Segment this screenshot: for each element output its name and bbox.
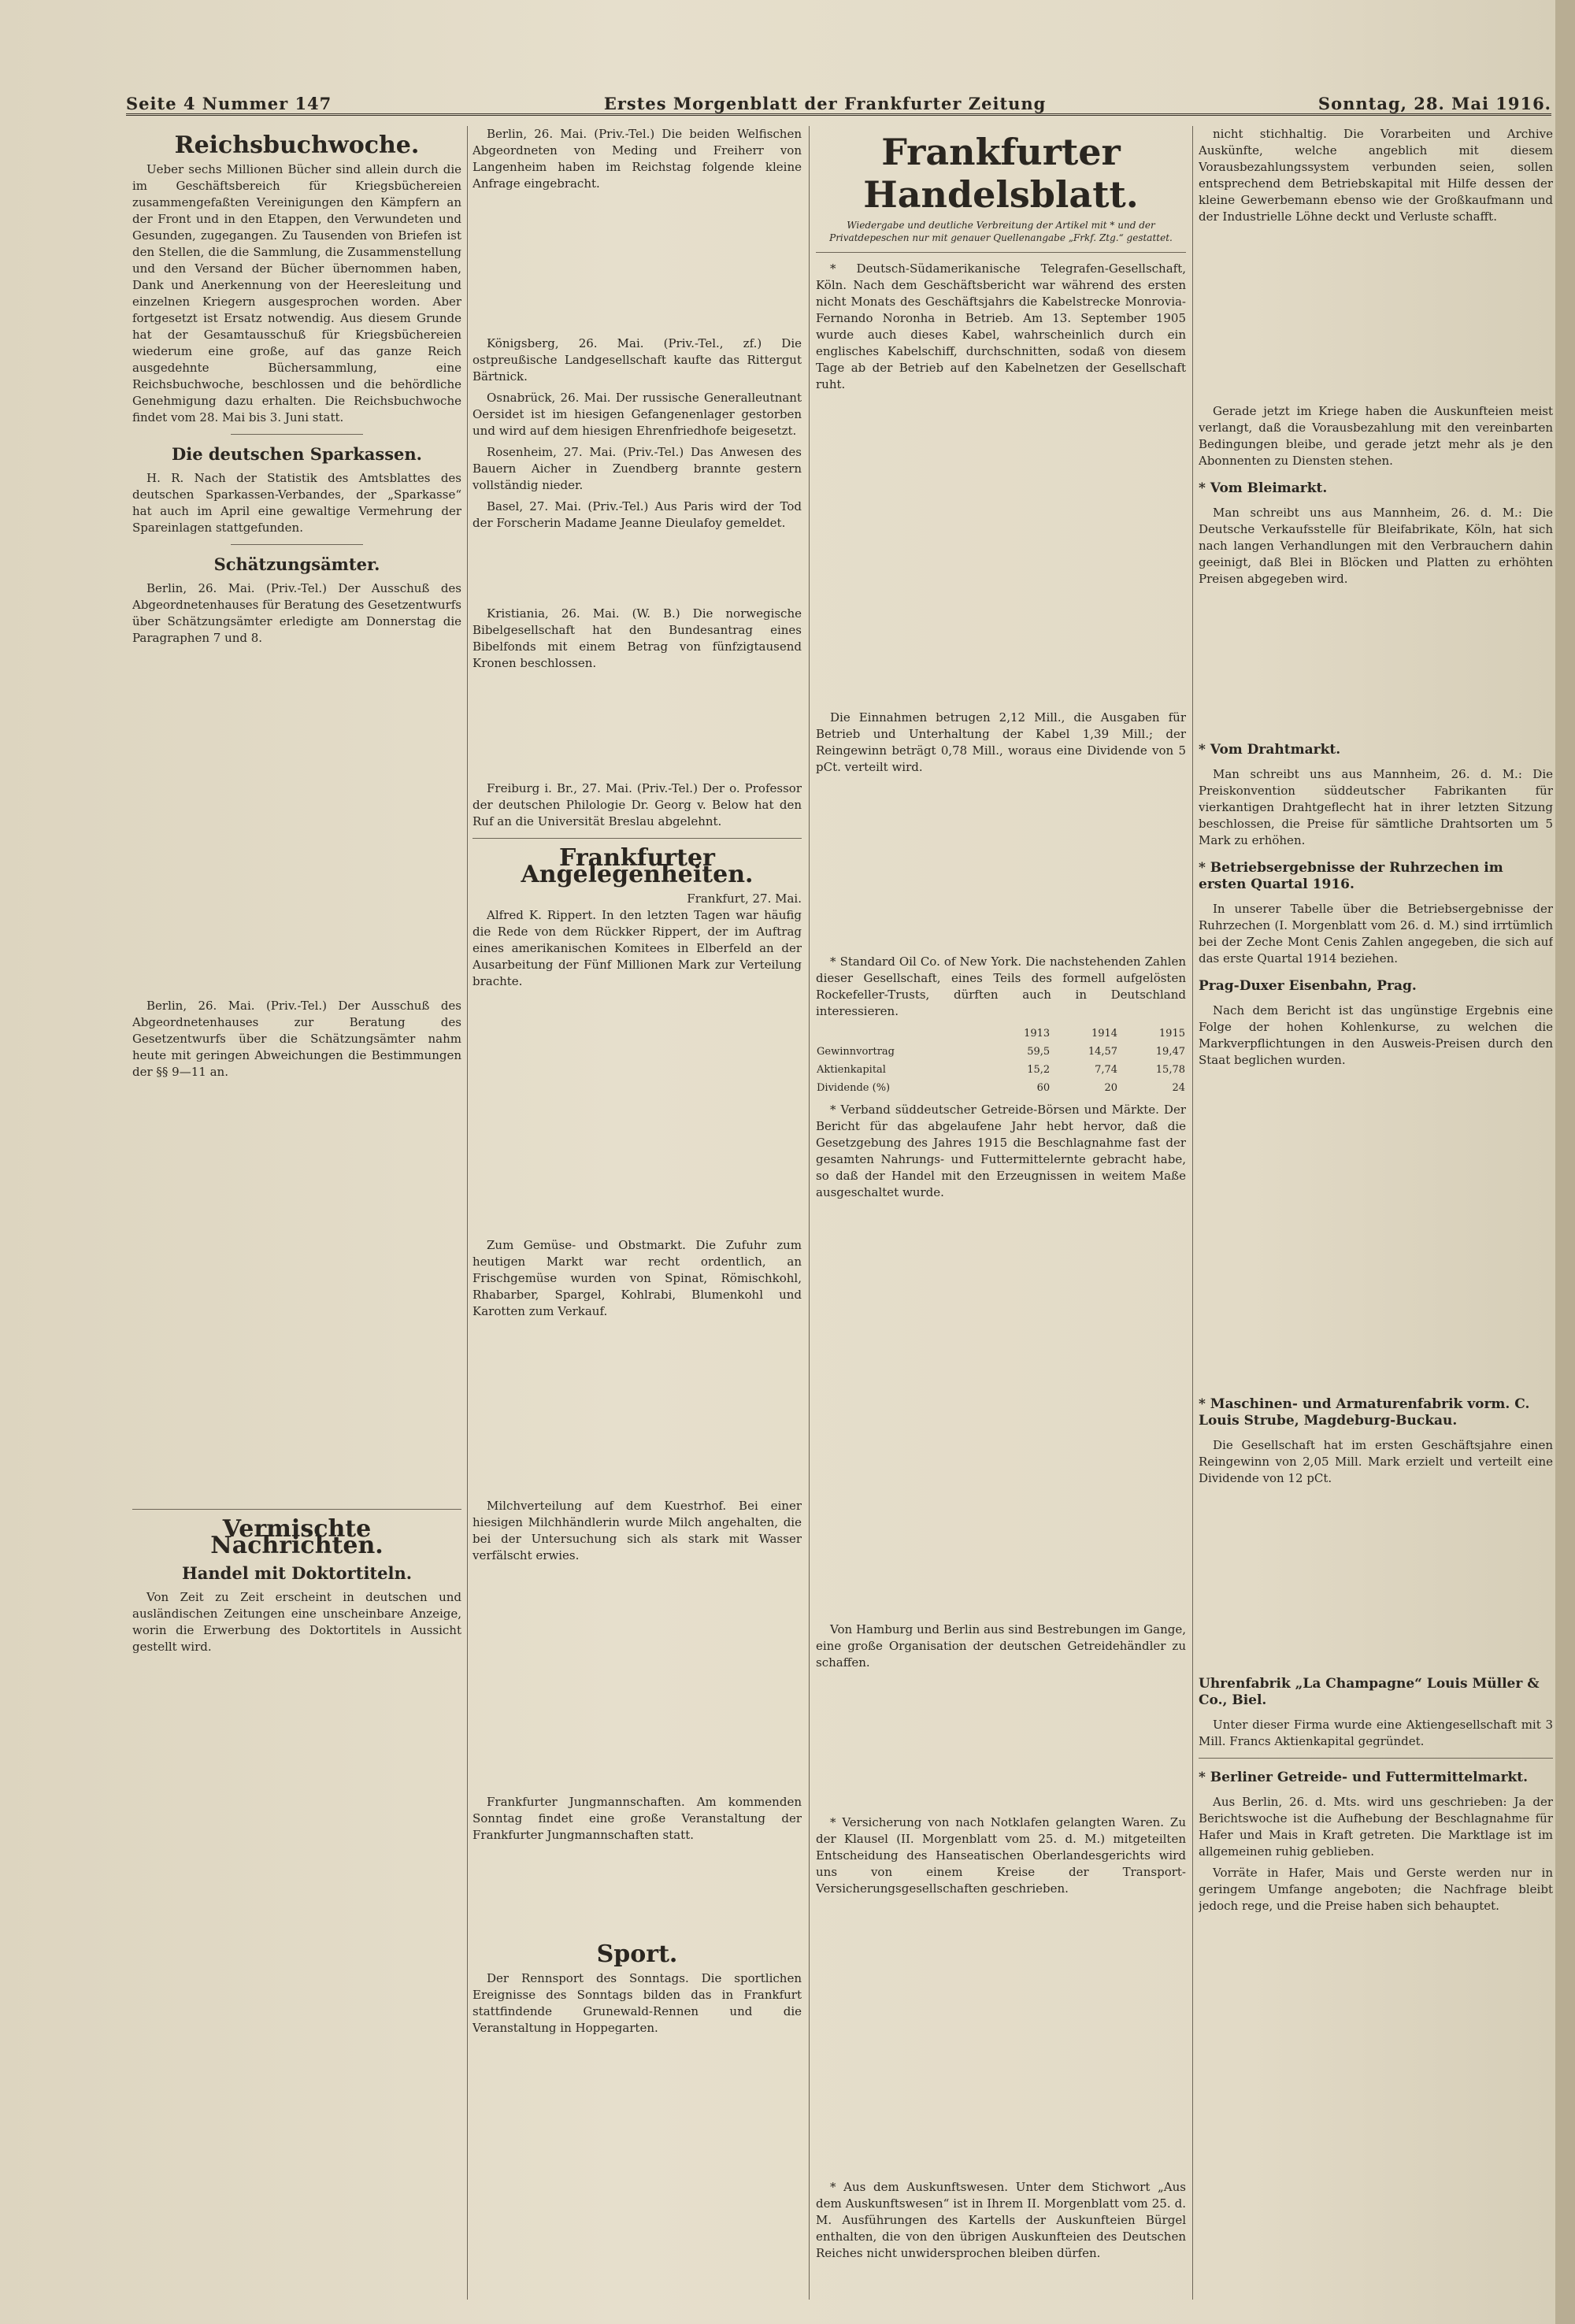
text-filler — [816, 1676, 1186, 1814]
text-filler — [132, 651, 461, 998]
article-text: Berlin, 26. Mai. (Priv.-Tel.) Die beiden Welfischen Abgeordneten von Meding und Freiherr von Langenheim haben im Reichstag folgende kleine Anfrage eingebracht. — [472, 127, 802, 191]
article-heading: Die deutschen Sparkassen. — [172, 444, 422, 464]
table-row — [816, 1043, 1186, 1061]
text-filler — [816, 780, 1186, 954]
header-date: Sonntag, 28. Mai 1916. — [1317, 94, 1551, 113]
article-heading: Reichsbuchwoche. — [174, 132, 420, 159]
article-heading: Uhrenfabrik „La Champagne“ Louis Müller & Co., Biel. — [1199, 1676, 1540, 1708]
table-cell: 15,78 — [1155, 1064, 1185, 1076]
article-text: Man schreibt uns aus Mannheim, 26. d. M.: Die Preiskonvention süddeutscher Fabrikanten für vierkantigen Drahtgeflecht hat in ihrer letzten Sitzung beschlossen, die Preise für sämtliche Drahtsorten um 5 Mark zu erhöhen. — [1199, 767, 1553, 847]
article-text: Die Gesellschaft hat im ersten Geschäftsjahre einen Reingewinn von 2,05 Mill. Mark erzielt und verteilt eine Dividende von 12 pCt. — [1199, 1438, 1553, 1485]
article-text: Aus Berlin, 26. d. Mts. wird uns geschrieben: Ja der Berichtswoche ist die Aufhebung der Beschlagnahme für Hafer und Mais in Kraft getreten. Die Marktlage ist im allgemeinen ruhig geblieben. — [1199, 1795, 1553, 1859]
table-cell: Aktienkapital — [817, 1064, 886, 1076]
text-filler — [1199, 592, 1553, 731]
table-cell: 24 — [1172, 1082, 1185, 1094]
table-cell: 1914 — [1091, 1028, 1118, 1040]
table-cell: 20 — [1104, 1082, 1118, 1094]
table-cell — [816, 1025, 990, 1043]
table-cell: 59,5 — [1027, 1046, 1051, 1058]
article-text: Osnabrück, 26. Mai. Der russische Generalleutnant Oersidet ist im hiesigen Gefangenenlager gestorben und wird auf dem hiesigen Ehrenfriedhofe beigesetzt. — [472, 391, 802, 438]
text-filler — [472, 995, 802, 1237]
article-heading: Prag-Duxer Eisenbahn, Prag. — [1199, 978, 1417, 994]
article-text: * Standard Oil Co. of New York. Die nachstehenden Zahlen dieser Gesellschaft, eines Teils des formell aufgelösten Rockefeller-Trusts, dürften auch in Deutschland interessieren. — [816, 954, 1186, 1018]
article-text: Milchverteilung auf dem Kuestrhof. Bei einer hiesigen Milchhändlerin wurde Milch angehalten, die bei der Untersuchung sich als stark mit Wasser verfälscht erwies. — [472, 1499, 802, 1562]
text-filler — [472, 536, 802, 606]
article-text: Frankfurter Jungmannschaften. Am kommenden Sonntag findet eine große Veranstaltung der Frankfurter Jungmannschaften statt. — [472, 1795, 802, 1842]
table-row — [816, 1061, 1186, 1079]
article-heading: * Berliner Getreide- und Futtermittelmarkt. — [1199, 1770, 1529, 1785]
divider — [231, 544, 362, 545]
article-text: H. R. Nach der Statistik des Amtsblattes des deutschen Sparkassen-Verbandes, der „Sparkasse“ hat auch im April eine gewaltige Vermehrung der Spareinlagen stattgefunden. — [132, 471, 461, 535]
section-heading: Sport. — [596, 1940, 678, 1968]
text-filler — [472, 1569, 802, 1794]
article-text: Nach dem Bericht ist das ungünstige Ergebnis eine Folge der hohen Kohlenkurse, zu welchen die Markverpflichtungen in den Ausweis-Preisen durch den Staat beglichen wurden. — [1199, 1003, 1553, 1067]
column-rule — [467, 126, 468, 2300]
table-cell: 1915 — [1158, 1028, 1185, 1040]
section-rule — [1199, 1758, 1553, 1759]
masthead-note: Wiedergabe und deutliche Verbreitung der Artikel mit * und der Privatdepeschen nur mit genauer Quellenangabe „Frkf. Ztg.“ gestattet. — [829, 220, 1173, 243]
table-cell: 14,57 — [1088, 1046, 1118, 1058]
article-heading: * Vom Drahtmarkt. — [1199, 742, 1341, 758]
article-text: Ueber sechs Millionen Bücher sind allein durch die im Geschäftsbereich für Kriegsbüchereien zusammengefaßten Vereinigungen den Kämpfern an der Front und in den Etappen, den Verwundeten und Gesunden, zugegangen. Zu Tausenden von Briefen ist den Stellen, die die Sammlung, die Zusammenstellung und den Versand der Bücher übernommen haben, Dank und Anerkennung von der Heeresleitung und einzelnen Kriegern ausgesprochen worden. Aber fortgesetzt ist Ersatz notwendig. Aus diesem Grunde hat der Gesamtausschuß für Kriegsbüchereien wiederum eine große, auf das ganze Reich ausgedehnte Büchersammlung, eine Reichsbuchwoche, beschlossen und die behördliche Genehmigung dazu erhalten. Die Reichsbuchwoche findet vom 28. Mai bis 3. Juni statt. — [132, 162, 461, 424]
article-heading: Schätzungsämter. — [213, 554, 380, 574]
article-heading: Handel mit Doktortiteln. — [181, 1563, 413, 1583]
header-publication: Erstes Morgenblatt der Frankfurter Zeitung — [603, 94, 1047, 113]
article-text: Unter dieser Firma wurde eine Aktiengesellschaft mit 3 Mill. Francs Aktienkapital gegründet. — [1199, 1718, 1553, 1748]
dateline: Frankfurt, 27. Mai. — [687, 891, 802, 906]
table-row — [816, 1079, 1186, 1097]
column-2 — [472, 126, 802, 2300]
section-masthead: Frankfurter Handelsblatt. — [863, 131, 1139, 216]
column-1 — [132, 126, 461, 2300]
header-page-number: Seite 4 Nummer 147 — [126, 94, 332, 113]
table-cell: 19,47 — [1155, 1046, 1185, 1058]
column-4 — [1199, 126, 1553, 2300]
article-text: In unserer Tabelle über die Betriebsergebnisse der Ruhrzechen (I. Morgenblatt vom 26. d. M.) sind irrtümlich bei der Zeche Mont Cenis Zahlen angegeben, die sich auf das erste Quartal 1914 beziehen. — [1199, 902, 1553, 966]
article-text: nicht stichhaltig. Die Vorarbeiten und Archive Auskünfte, welche angeblich mit diesem Vorausbezahlungssystem verbunden seien, sollen entsprechend dem Betriebskapital mit Hilfe dessen der kleine Gewerbemann ebenso wie der Großkaufmann und der Industrielle Löhne deckt und Verluste schafft. — [1199, 127, 1553, 224]
page-edge — [1555, 0, 1575, 2324]
text-filler — [472, 1325, 802, 1498]
article-text: Freiburg i. Br., 27. Mai. (Priv.-Tel.) Der o. Professor der deutschen Philologie Dr. Georg v. Below hat den Ruf an die Universität Breslau abgelehnt. — [472, 781, 802, 828]
table-cell: 15,2 — [1027, 1064, 1051, 1076]
column-3 — [816, 126, 1186, 2300]
column-rule — [809, 126, 810, 2300]
text-filler — [1199, 1073, 1553, 1385]
article-text: Rosenheim, 27. Mai. (Priv.-Tel.) Das Anwesen des Bauern Aicher in Zuendberg brannte gestern vollständig nieder. — [472, 445, 802, 492]
table-cell: 7,74 — [1095, 1064, 1118, 1076]
table-cell: Dividende (%) — [817, 1082, 891, 1094]
column-rule — [1192, 126, 1193, 2300]
table-cell: 1913 — [1024, 1028, 1051, 1040]
section-rule — [132, 1509, 461, 1510]
article-text: Kristiania, 26. Mai. (W. B.) Die norwegische Bibelgesellschaft hat den Bundesantrag eines Bibelfonds mit einem Betrag von fünfzigtausend Kronen beschlossen. — [472, 606, 802, 670]
article-text: Basel, 27. Mai. (Priv.-Tel.) Aus Paris wird der Tod der Forscherin Madame Jeanne Dieulafoy gemeldet. — [472, 499, 802, 530]
article-text: Königsberg, 26. Mai. (Priv.-Tel., zf.) Die ostpreußische Landgesellschaft kaufte das Rittergut Bärtnick. — [472, 336, 802, 384]
article-text: Der Rennsport des Sonntags. Die sportlichen Ereignisse des Sonntags bilden das in Frankfurt stattfindende Grunewald-Rennen und die Veranstaltung in Hoppegarten. — [472, 1971, 802, 2035]
table-cell: 60 — [1036, 1082, 1051, 1094]
text-filler — [816, 398, 1186, 710]
section-heading: Frankfurter Angelegenheiten. — [521, 844, 754, 888]
article-text: Von Hamburg und Berlin aus sind Bestrebungen im Gange, eine große Organisation der deutschen Getreidehändler zu schaffen. — [816, 1622, 1186, 1670]
article-text: * Deutsch-Südamerikanische Telegrafen-Gesellschaft, Köln. Nach dem Geschäftsbericht war während des ersten nicht Monats des Geschäftsjahrs die Kabelstrecke Monrovia-Fernando Noronha in Betrieb. Am 13. September 1905 wurde auch dieses Kabel, wahrscheinlich durch ein englisches Kabelschiff, durchschnitten, sodaß von diesem Tage ab der Betrieb auf den Kabelnetzen der Gesellschaft ruht. — [816, 261, 1186, 391]
text-filler — [1199, 1492, 1553, 1665]
data-table — [816, 1025, 1186, 1097]
table-cell: Gewinnvortrag — [817, 1046, 895, 1058]
text-filler — [816, 1902, 1186, 2179]
section-rule — [816, 252, 1186, 253]
article-text: Vorräte in Hafer, Mais und Gerste werden nur in geringem Umfange angeboten; die Nachfrage bleibt jedoch rege, und die Preise haben sich behauptet. — [1199, 1866, 1553, 1913]
article-text: Zum Gemüse- und Obstmarkt. Die Zufuhr zum heutigen Markt war recht ordentlich, an Frischgemüse wurden von Spinat, Römischkohl, Rhabarber, Spargel, Kohlrabi, Blumenkohl und Karotten zum Verkauf. — [472, 1238, 802, 1318]
article-heading: * Vom Bleimarkt. — [1199, 480, 1328, 496]
article-text: Von Zeit zu Zeit erscheint in deutschen und ausländischen Zeitungen eine unscheinbare Anzeige, worin die Erwerbung des Doktortitels in Aussicht gestellt wird. — [132, 1590, 461, 1654]
article-text: Gerade jetzt im Kriege haben die Auskunfteien meist verlangt, daß die Vorausbezahlung mit den vereinbarten Bedingungen bleibe, und gerade jetzt mehr als je den Abonnenten zu Diensten stehen. — [1199, 404, 1553, 468]
article-text: Berlin, 26. Mai. (Priv.-Tel.) Der Ausschuß des Abgeordnetenhauses für Beratung des Gesetzentwurfs über Schätzungsämter erledigte am Donnerstag die Paragraphen 7 und 8. — [132, 581, 461, 645]
section-rule — [472, 838, 802, 839]
page-header — [126, 85, 1551, 116]
text-filler — [472, 1848, 802, 1935]
text-filler — [1199, 230, 1553, 403]
article-text: * Verband süddeutscher Getreide-Börsen und Märkte. Der Bericht für das abgelaufene Jahr hebt hervor, daß die Gesetzgebung des Jahres 1915 die Beschlagnahme fast der gesamten Nahrungs- und Futtermittelernte gebracht habe, so daß der Handel mit den Erzeugnissen in weitem Maße ausgeschaltet wurde. — [816, 1103, 1186, 1199]
table-header-row — [816, 1025, 1186, 1043]
article-text: Berlin, 26. Mai. (Priv.-Tel.) Der Ausschuß des Abgeordnetenhauses zur Beratung des Gesetzentwurfs über die Schätzungsämter nahm heute mit geringen Abweichungen die Bestimmungen der §§ 9—11 an. — [132, 999, 461, 1079]
article-text: * Versicherung von nach Notklafen gelangten Waren. Zu der Klausel (II. Morgenblatt vom 25. d. M.) mitgeteilten Entscheidung des Hanseatischen Oberlandesgerichts wird uns von einem Kreise der Transport-Versicherungsgesellschaften geschrieben. — [816, 1815, 1186, 1896]
text-filler — [132, 1085, 461, 1501]
article-text: * Aus dem Auskunftswesen. Unter dem Stichwort „Aus dem Auskunftswesen“ ist in Ihrem II. Morgenblatt vom 25. d. M. Ausführungen des Kartells der Auskunfteien Bürgel enthalten, die von den übrigen Auskunfteien des Deutschen Reiches nicht unwidersprochen bleiben dürfen. — [816, 2180, 1186, 2260]
article-text: Die Einnahmen betrugen 2,12 Mill., die Ausgaben für Betrieb und Unterhaltung der Kabel 1,39 Mill.; der Reingewinn beträgt 0,78 Mill., woraus eine Dividende von 5 pCt. verteilt wird. — [816, 710, 1186, 774]
article-heading: * Maschinen- und Armaturenfabrik vorm. C. Louis Strube, Magdeburg-Buckau. — [1199, 1396, 1530, 1429]
text-filler — [816, 1206, 1186, 1622]
text-filler — [472, 676, 802, 780]
article-text: Alfred K. Rippert. In den letzten Tagen war häufig die Rede von dem Rückker Rippert, der im Auftrag eines amerikanischen Komitees in Elberfeld an der Ausarbeitung der Fünf Millionen Mark zur Verteilung brachte. — [472, 908, 802, 988]
section-heading: Vermischte Nachrichten. — [210, 1515, 384, 1559]
article-heading: * Betriebsergebnisse der Ruhrzechen im ersten Quartal 1916. — [1199, 860, 1503, 892]
divider — [231, 434, 362, 435]
text-filler — [472, 197, 802, 335]
article-text: Man schreibt uns aus Mannheim, 26. d. M.: Die Deutsche Verkaufsstelle für Bleifabrikate, Köln, hat sich nach langen Verhandlungen mit den Verbrauchern dahin geeinigt, daß Blei in Blöcken und Platten zu erhöhten Preisen abgegeben wird. — [1199, 506, 1553, 586]
